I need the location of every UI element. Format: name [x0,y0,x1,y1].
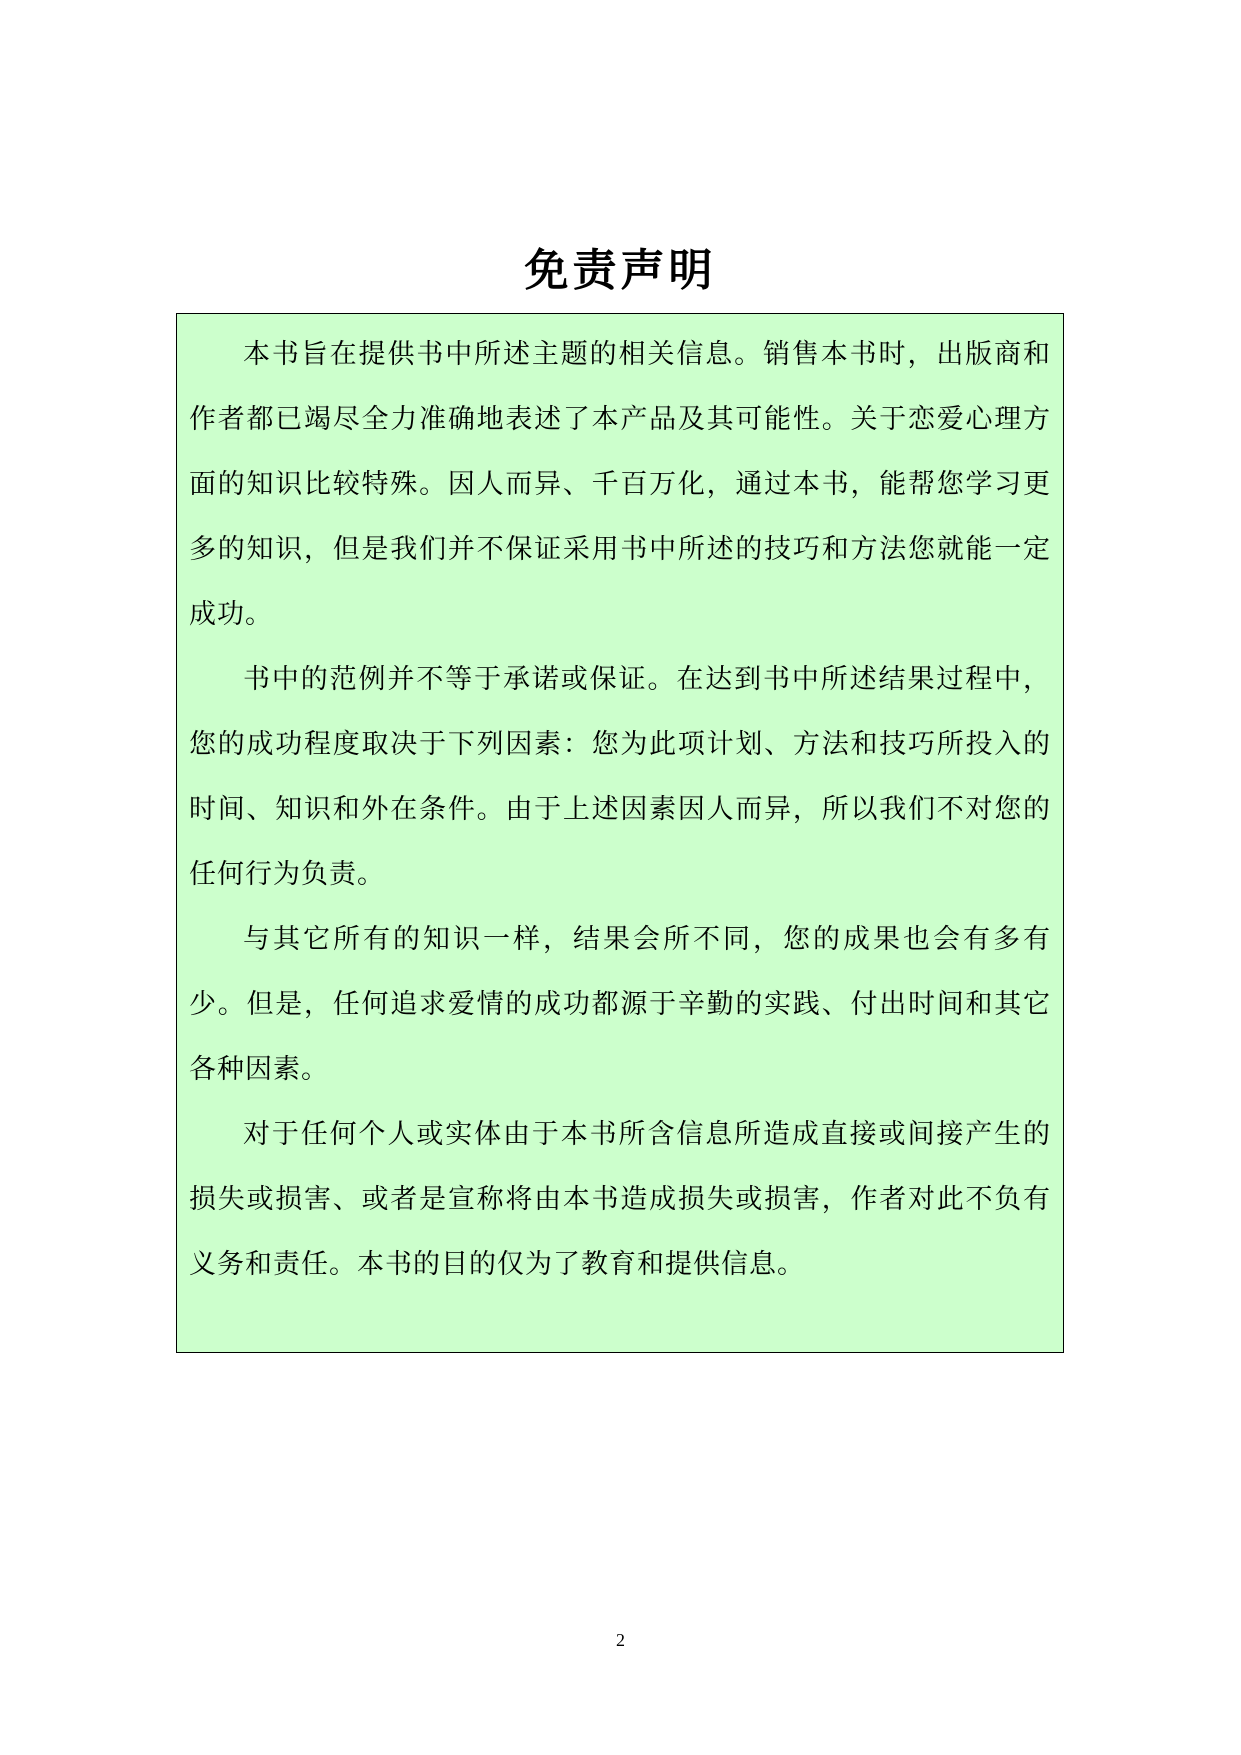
disclaimer-paragraph-3: 与其它所有的知识一样，结果会所不同，您的成果也会有多有少。但是，任何追求爱情的成功都源于辛勤的实践、付出时间和其它各种因素。 [189,924,1051,1085]
disclaimer-paragraph-2: 书中的范例并不等于承诺或保证。在达到书中所述结果过程中，您的成功程度取决于下列因素：您为此项计划、方法和技巧所投入的时间、知识和外在条件。由于上述因素因人而异，所以我们不对您的任何行为负责。 [189,664,1051,890]
page-number: 2 [616,1630,625,1650]
disclaimer-paragraph-1: 本书旨在提供书中所述主题的相关信息。销售本书时，出版商和作者都已竭尽全力准确地表述了本产品及其可能性。关于恋爱心理方面的知识比较特殊。因人而异、千百万化，通过本书，能帮您学习更多的知识，但是我们并不保证采用书中所述的技巧和方法您就能一定成功。 [189,339,1051,630]
disclaimer-box [176,313,1064,1353]
disclaimer-paragraph-4: 对于任何个人或实体由于本书所含信息所造成直接或间接产生的损失或损害、或者是宣称将由本书造成损失或损害，作者对此不负有义务和责任。本书的目的仅为了教育和提供信息。 [189,1119,1051,1280]
page-title: 免责声明 [524,245,717,297]
